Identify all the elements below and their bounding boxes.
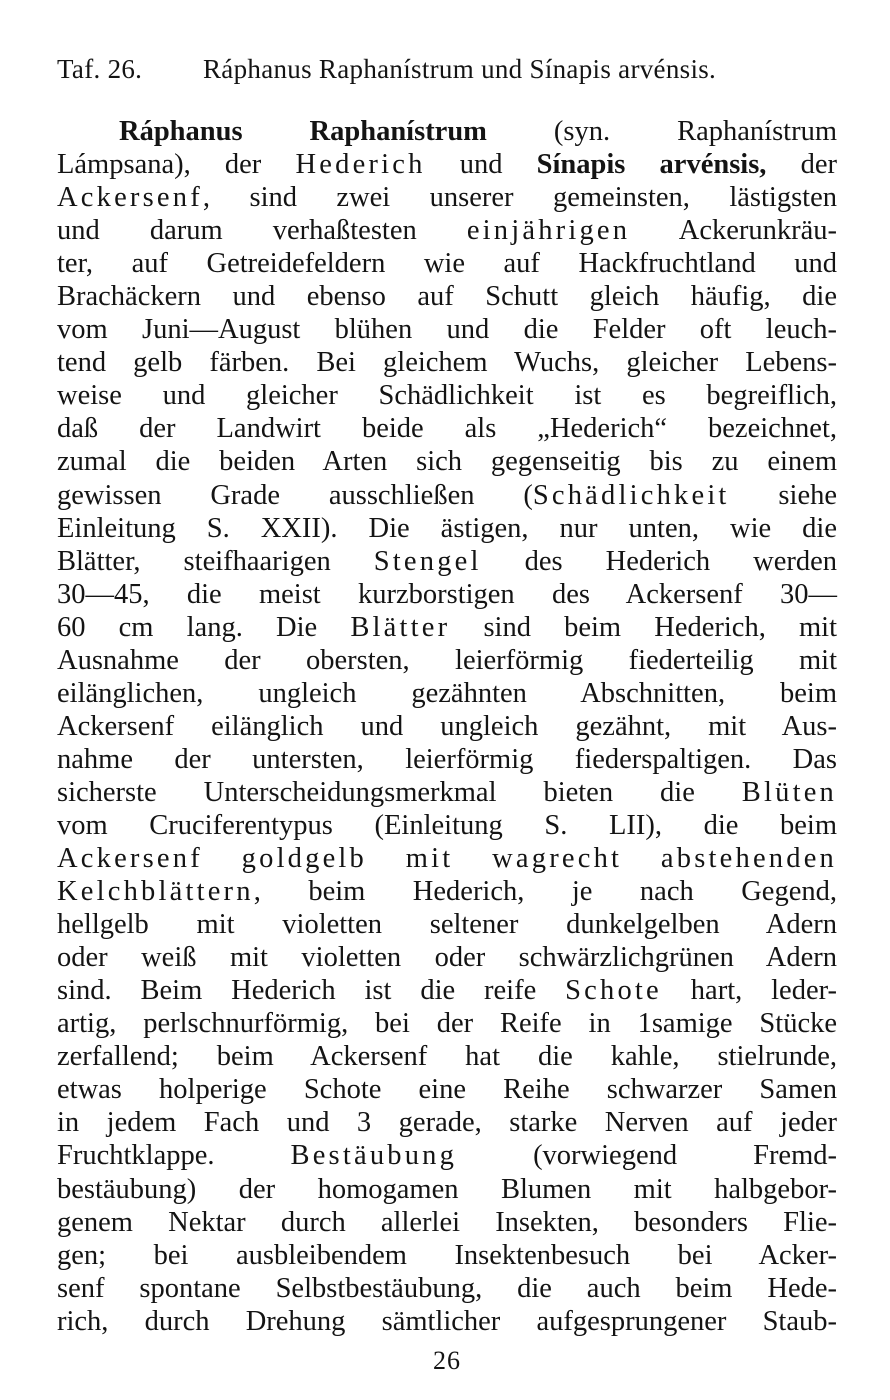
text-line bbox=[57, 1073, 837, 1106]
document-page bbox=[57, 0, 837, 1400]
text-run: Ausnahme der obersten, leierförmig fiederteilig mit bbox=[57, 644, 837, 676]
text-run: und bbox=[425, 149, 537, 181]
text-run: zerfallend; beim Ackersenf hat die kahle, stielrunde, bbox=[57, 1041, 837, 1073]
page-number: 26 bbox=[433, 1346, 461, 1375]
text-run: nahme der untersten, leierförmig fiederspaltigen. Das bbox=[57, 743, 837, 775]
text-line bbox=[57, 809, 837, 842]
text-line bbox=[57, 280, 837, 313]
text-line bbox=[57, 842, 837, 875]
text-run: zumal die beiden Arten sich gegenseitig bis zu einem bbox=[57, 446, 837, 478]
text-run: rich, durch Drehung sämtlicher aufgesprungener Staub- bbox=[57, 1305, 837, 1337]
spaced-term: Stengel bbox=[373, 545, 482, 577]
spaced-term: Ackersenf goldgelb mit wagrecht abstehenden bbox=[57, 843, 837, 875]
text-run: eilänglichen, ungleich gezähnten Abschnitten, beim bbox=[57, 677, 837, 709]
bold-term: Ráphanus Raphanístrum bbox=[119, 116, 487, 147]
text-run: ter, auf Getreidefeldern wie auf Hackfruchtland und bbox=[57, 248, 837, 280]
text-run: daß der Landwirt beide als „Hederich“ bezeichnet, bbox=[57, 413, 837, 445]
text-run: Ackerunkräu- bbox=[630, 215, 837, 247]
text-line bbox=[57, 710, 837, 743]
text-line bbox=[57, 1305, 837, 1338]
text-run: gen; bei ausbleibendem Insektenbesuch bei Acker- bbox=[57, 1239, 837, 1271]
running-header bbox=[57, 52, 837, 86]
text-line bbox=[57, 1173, 837, 1206]
text-run: oder weiß mit violetten oder schwärzlichgrünen Adern bbox=[57, 942, 837, 974]
text-line bbox=[57, 115, 837, 148]
text-run: sind beim Hederich, mit bbox=[450, 611, 837, 643]
text-run: sind. Beim Hederich ist die reife bbox=[57, 975, 566, 1007]
text-line bbox=[57, 545, 837, 578]
text-line bbox=[57, 445, 837, 478]
text-run: 60 cm lang. Die bbox=[57, 611, 351, 643]
spaced-term: Schote bbox=[565, 975, 662, 1007]
text-run: Lámpsana), der bbox=[57, 149, 296, 181]
text-line bbox=[57, 875, 837, 908]
text-run: weise und gleicher Schädlichkeit ist es begreiflich, bbox=[57, 380, 837, 412]
text-line bbox=[57, 1272, 837, 1305]
text-run: , sind zwei unserer gemeinsten, lästigsten bbox=[202, 182, 837, 214]
text-run: vom Juni—August blühen und die Felder oft leuch- bbox=[57, 314, 837, 346]
plate-title: Ráphanus Raphanístrum und Sínapis arvénsis. bbox=[203, 54, 717, 84]
text-run: gewissen Grade ausschließen ( bbox=[57, 479, 533, 511]
text-run: in jedem Fach und 3 gerade, starke Nerven auf jeder bbox=[57, 1107, 837, 1139]
text-run: senf spontane Selbstbestäubung, die auch beim Hede- bbox=[57, 1272, 837, 1304]
text-run: bestäubung) der homogamen Blumen mit halbgebor- bbox=[57, 1173, 837, 1205]
text-line bbox=[57, 611, 837, 644]
text-line bbox=[57, 941, 837, 974]
text-line bbox=[57, 644, 837, 677]
text-run: vom Cruciferentypus (Einleitung S. LII), die beim bbox=[57, 809, 837, 841]
text-run: hart, leder- bbox=[661, 975, 838, 1007]
text-run: (syn. Raphanístrum bbox=[486, 116, 837, 147]
spaced-term: Schädlichkeit bbox=[532, 479, 730, 511]
spaced-term: Kelchblättern bbox=[57, 876, 254, 908]
text-line bbox=[57, 247, 837, 280]
body-text bbox=[57, 115, 837, 1338]
text-run: tend gelb färben. Bei gleichem Wuchs, gleicher Lebens- bbox=[57, 347, 837, 379]
text-run: Blätter, steifhaarigen bbox=[57, 545, 374, 577]
spaced-term: Hederich bbox=[295, 149, 426, 181]
text-run: der bbox=[766, 149, 838, 181]
text-run: Ackersenf eilänglich und ungleich gezähnt, mit Aus- bbox=[57, 710, 837, 742]
text-line bbox=[57, 148, 837, 181]
text-run: (vorwiegend Fremd- bbox=[457, 1140, 837, 1172]
text-line bbox=[57, 512, 837, 545]
text-run: siehe bbox=[729, 479, 837, 511]
text-line bbox=[57, 1239, 837, 1272]
text-line bbox=[57, 214, 837, 247]
text-line bbox=[57, 181, 837, 214]
text-run: Fruchtklappe. bbox=[57, 1140, 291, 1172]
spaced-term: Bestäubung bbox=[290, 1140, 458, 1172]
text-line bbox=[57, 1106, 837, 1139]
text-run: , beim Hederich, je nach Gegend, bbox=[253, 876, 837, 908]
text-run: genem Nektar durch allerlei Insekten, besonders Flie- bbox=[57, 1206, 837, 1238]
text-line bbox=[57, 677, 837, 710]
text-line bbox=[57, 1139, 837, 1172]
text-line bbox=[57, 313, 837, 346]
plate-number: Taf. 26. bbox=[57, 54, 143, 84]
text-run: Einleitung S. XXII). Die ästigen, nur unten, wie die bbox=[57, 512, 837, 544]
spaced-term: Blüten bbox=[741, 776, 837, 808]
text-line bbox=[57, 346, 837, 379]
text-line bbox=[57, 743, 837, 776]
text-run: artig, perlschnurförmig, bei der Reife in 1samige Stücke bbox=[57, 1008, 837, 1040]
text-line bbox=[57, 578, 837, 611]
text-line bbox=[57, 974, 837, 1007]
spaced-term: Blätter bbox=[350, 611, 451, 643]
text-run: und darum verhaßtesten bbox=[57, 215, 467, 247]
spaced-term: einjährigen bbox=[466, 215, 631, 247]
text-line bbox=[57, 1007, 837, 1040]
text-run: etwas holperige Schote eine Reihe schwarzer Samen bbox=[57, 1074, 837, 1106]
text-line bbox=[57, 908, 837, 941]
text-run: sicherste Unterscheidungsmerkmal bieten die bbox=[57, 776, 742, 808]
text-line bbox=[57, 776, 837, 809]
text-run: hellgelb mit violetten seltener dunkelgelben Adern bbox=[57, 909, 837, 941]
text-line bbox=[57, 412, 837, 445]
text-line bbox=[57, 1206, 837, 1239]
text-run: 30—45, die meist kurzborstigen des Ackersenf 30— bbox=[57, 578, 837, 610]
spaced-term: Ackersenf bbox=[57, 182, 203, 214]
text-line bbox=[57, 379, 837, 412]
text-run: des Hederich werden bbox=[481, 545, 837, 577]
text-run: Brachäckern und ebenso auf Schutt gleich häufig, die bbox=[57, 281, 837, 313]
text-line bbox=[57, 479, 837, 512]
bold-term: Sínapis arvénsis, bbox=[536, 149, 767, 181]
text-line bbox=[57, 1040, 837, 1073]
